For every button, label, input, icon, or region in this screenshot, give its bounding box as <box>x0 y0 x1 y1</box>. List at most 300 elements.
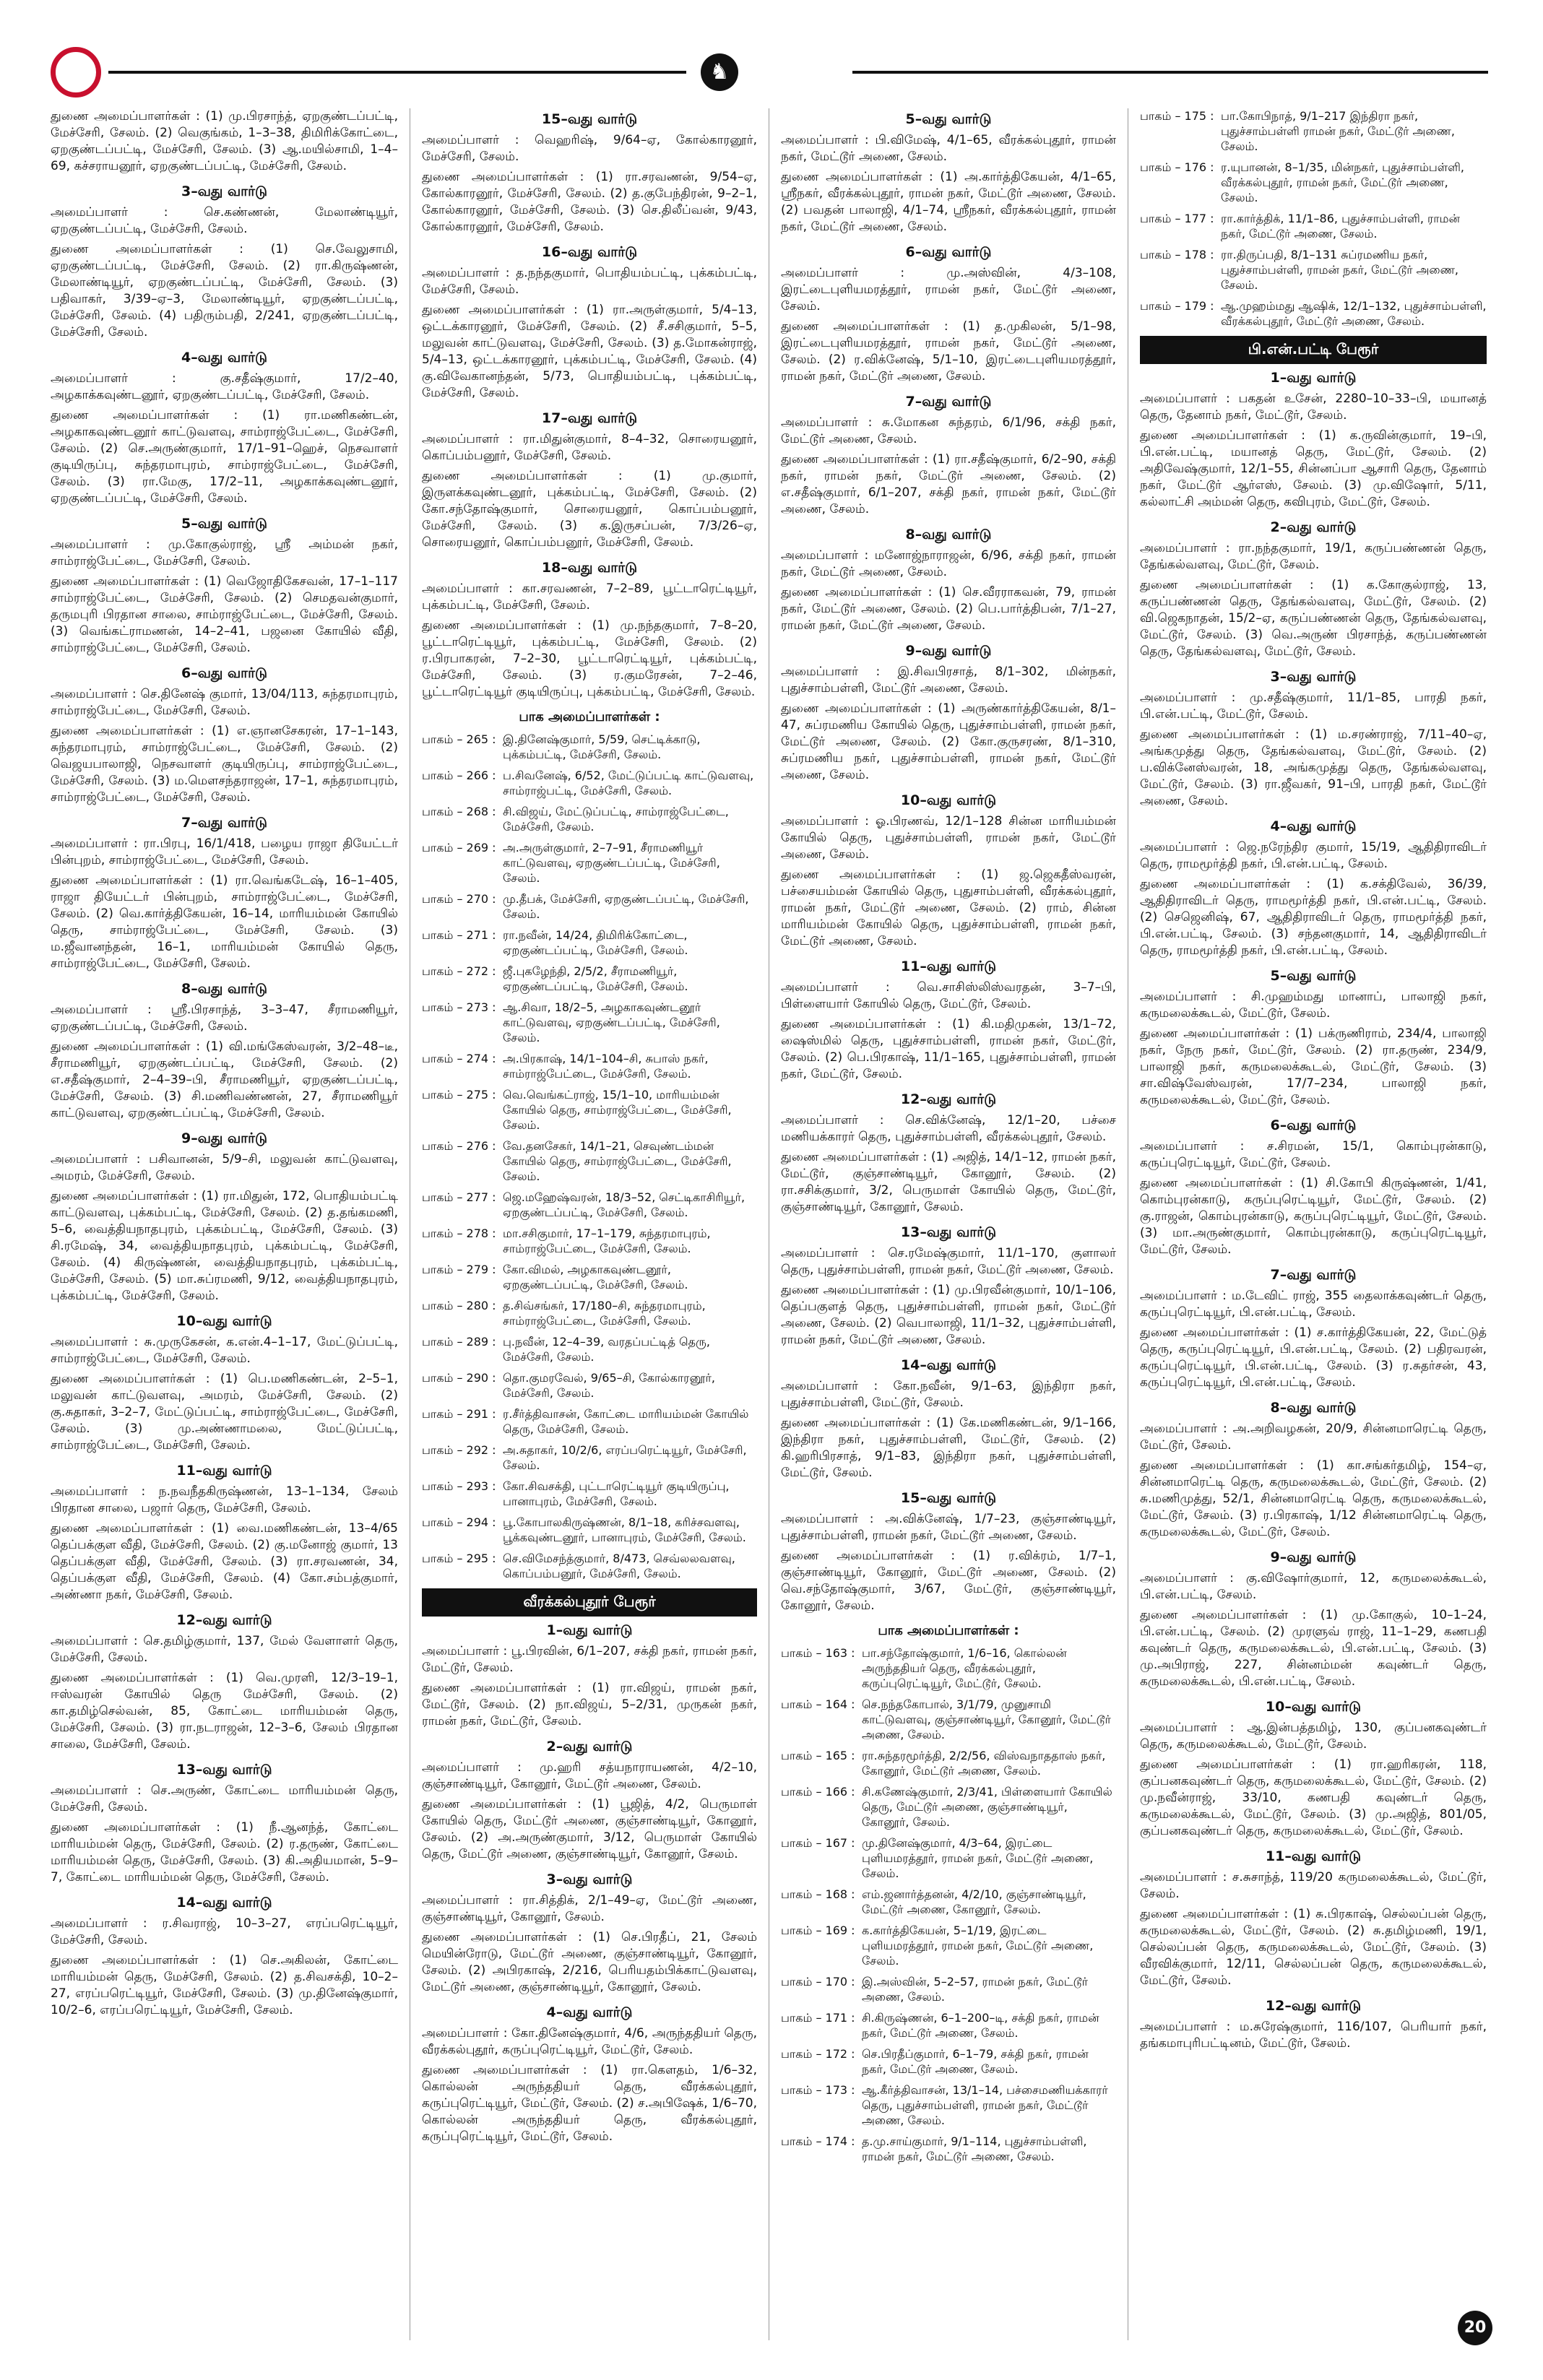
booth-number: பாகம் – 179 : <box>1140 299 1214 313</box>
ward-title: 14–வது வார்டு <box>176 1895 272 1911</box>
ward-assistants: துணை அமைப்பாளர்கள் : (1) ரா.கௌதம், 1/6–32, கொல்லன் அருந்ததியர் தெரு, வீரக்கல்புதூர், கருப்புரெட்டியூர், மேட்டூர், சேலம். (2) ச.அபிஷேக், 1/6–70, கொல்லன் அருந்ததியர் தெரு, வீரக்கல்புதூர், கருப்புரெட்டியூர், மேட்டூர், சேலம். <box>422 2063 757 2144</box>
ward-organizer: அமைப்பாளர் : சு.மோகன சுந்தரம், 6/1/96, சக்தி நகர், மேட்டூர் அணை, சேலம். <box>781 415 1116 446</box>
booth-organizer: தொ.குமரவேல், 9/65–சி, கோல்காரனூர், மேச்சேரி, சேலம். <box>503 1371 715 1400</box>
booth-organizer: ரா.சுந்தரமூர்த்தி, 2/2/56, விஸ்வநாததாஸ் நகர், கோனூர், மேட்டூர் அணை, சேலம். <box>862 1749 1106 1778</box>
ward-block <box>781 959 1116 1083</box>
page-header <box>51 43 1488 101</box>
booth-organizer: வெ.வெங்கட்ராஜ், 15/1–10, மாரியம்மன் கோயில் தெரு, சாம்ராஜ்பேட்டை, மேச்சேரி, சேலம். <box>503 1088 732 1132</box>
ward-organizer: அமைப்பாளர் : செ.தினேஷ் குமார், 13/04/113, சுந்தரமாபுரம், சாம்ராஜ்பேட்டை, மேச்சேரி, சேலம். <box>51 687 398 718</box>
booth-row <box>781 1923 1116 1968</box>
ward-organizer: அமைப்பாளர் : மனோஜ்நாராஜன், 6/96, சக்தி நகர், ராமன் நகர், மேட்டூர் அணை, சேலம். <box>781 548 1116 579</box>
ward-organizer: அமைப்பாளர் : ம.சுரேஷ்குமார், 116/107, பெரியார் நகர், தங்கமாபுரிபட்டினம், மேட்டூர், சேலம். <box>1140 2020 1487 2051</box>
column-2 <box>410 108 769 2340</box>
booth-number: பாகம் – 269 : <box>422 841 496 854</box>
booth-organizer: அ.அருள்குமார், 2–7–91, சீராமணியூர் காட்டுவளவு, ஏறகுண்டப்பட்டி, மேச்சேரி, சேலம். <box>503 841 720 885</box>
ward-organizer: அமைப்பாளர் : பகதன் உசேன், 2280–10–33–பி, மயானத் தெரு, தேனாம் நகர், மேட்டூர், சேலம். <box>1140 391 1487 423</box>
booth-row <box>422 927 757 958</box>
ward-title: 2–வது வார்டு <box>546 1739 633 1754</box>
ward-block <box>51 516 398 657</box>
ward-title: 12–வது வார்டு <box>900 1091 997 1107</box>
booth-number: பாகம் – 171 : <box>781 2011 855 2025</box>
ward-assistants: துணை அமைப்பாளர்கள் : (1) ரா.விஜய், ராமன் நகர், மேட்டூர், சேலம். (2) நா.விஜய், 5–2/31, முருகன் நகர், ராமன் நகர், மேட்டூர், சேலம். <box>422 1681 757 1728</box>
ward-assistants: துணை அமைப்பாளர்கள் : (1) ஜ.ஜெகதீஸ்வரன், பச்சையம்மன் கோயில் தெரு, புதுசாம்பள்ளி, வீரக்கல்புதூர், ராமன் நகர், மேட்டூர் அணை, சேலம். (2) ராம், சின்ன மாரியம்மன் கோயில் தெரு, புதுச்சாம்பள்ளி, ராமன் நகர், மேட்டூர் அணை, சேலம். <box>781 867 1116 948</box>
booth-number: பாகம் – 177 : <box>1140 212 1214 225</box>
booth-organizer: ஆ.முஹம்மது ஆஷிக், 12/1–132, புதுச்சாம்பள்ளி, வீரக்கல்புதூர், மேட்டூர் அணை, சேலம். <box>1221 299 1487 328</box>
booth-row <box>422 768 757 798</box>
booth-row <box>422 840 757 886</box>
booth-organizer: ஜீ.புகழேந்தி, 2/5/2, சீராமணியூர், ஏறகுண்டப்பட்டி, மேச்சேரி, சேலம். <box>503 964 688 993</box>
booth-organizer: இ.அஸ்வின், 5–2–57, ராமன் நகர், மேட்டூர் அணை, சேலம். <box>862 1975 1089 2004</box>
booth-organizer: கோ.விமல், அழகாகவுண்டனூர், ஏறகுண்டப்பட்டி, மேச்சேரி, சேலம். <box>503 1263 688 1291</box>
ward-block <box>781 527 1116 634</box>
ward-title: 9–வது வார்டு <box>905 643 992 659</box>
booth-row <box>422 1226 757 1256</box>
ward-assistants: துணை அமைப்பாளர்கள் : (1) நீ.ஆனந்த், கோட்டை மாரியம்மன் தெரு, மேச்சேரி, சேலம். (2) ர.தருண், கோட்டை மாரியம்மன் தெரு, மேச்சேரி, சேலம். (3) கி.அதியமான், 5–9–7, கோட்டை மாரியம்மன் தெரு, மேச்சேரி, சேலம். <box>51 1820 398 1884</box>
booth-row <box>422 1138 757 1184</box>
ward-assistants: துணை அமைப்பாளர்கள் : (1) கா.சங்கர்தமிழ், 154–ஏ, சின்னமாரெட்டி தெரு, கருமலைக்கூடல், மேட்டூர், சேலம். (2) சு.மணிமுத்து, 52/1, சின்னமாரெட்டி தெரு, கருமலைக்கூடல், மேட்டூர், சேலம். (3) ர.பிரகாஷ், 1/12 சின்னமாரெட்டி தெரு, கருமலைக்கூடல், மேட்டூர், சேலம். <box>1140 1458 1487 1539</box>
booth-number: பாகம் – 279 : <box>422 1263 496 1276</box>
ward-assistants: துணை அமைப்பாளர்கள் : (1) பெ.மணிகண்டன், 2–5–1, மலுவன் காட்டுவளவு, அமரம், மேச்சேரி, சேலம். (2) கு.சுதாகர், 3–2–7, மேட்டுப்பட்டி, சாம்ராஜ்பேட்டை, மேச்சேரி, சேலம். (3) மு.அண்ணாமலை, மேட்டுப்பட்டி, சாம்ராஜ்பேட்டை, மேச்சேரி, சேலம். <box>51 1372 398 1453</box>
booth-row <box>781 2082 1116 2128</box>
ward-title: 4–வது வார்டு <box>546 2004 633 2020</box>
ward-organizer: அமைப்பாளர் : சி.முஹம்மது மானாப், பாலாஜி நகர், கருமலைக்கூடல், மேட்டூர், சேலம். <box>1140 990 1487 1021</box>
booth-number: பாகம் – 173 : <box>781 2083 855 2097</box>
booth-row <box>1140 160 1487 205</box>
ward-assistants: துணை அமைப்பாளர்கள் : (1) க.ருவின்குமார், 19–பி, பி.என்.பட்டி, மயானத் தெரு, மேட்டூர், சேலம். (2) அதிவேஷ்குமார், 12/1–55, சின்னப்பா ஆசாரி தெரு, தேனாம் நகர், மேட்டூர் ஆர்எஸ், சேலம். (3) மு.விஷோர், 5/11, கல்லாட்சி அம்மன் தெரு, கவிபுரம், மேட்டூர், சேலம். <box>1140 428 1487 509</box>
ward-title: 16–வது வார்டு <box>541 244 638 260</box>
booth-number: பாகம் – 265 : <box>422 732 496 746</box>
booth-number: பாகம் – 169 : <box>781 1924 855 1937</box>
booth-row <box>1140 298 1487 329</box>
booth-organizer: த.மு.சாய்குமார், 9/1–114, புதுச்சாம்பள்ளி, ராமன் நகர், மேட்டூர் அணை, சேலம். <box>862 2134 1087 2163</box>
header-rule-right <box>852 71 1488 74</box>
ward-organizer: அமைப்பாளர் : ம.டேவிட் ராஜ், 355 தைலாக்கவுண்டர் தெரு, கருப்புரெட்டியூர், பி.என்.பட்டி, சேலம். <box>1140 1289 1487 1320</box>
ward-organizer: அமைப்பாளர் : ஆ.இன்பத்தமிழ், 130, குப்பனகவுண்டர் தெரு, கருமலைக்கூடல், மேட்டூர், சேலம். <box>1140 1721 1487 1752</box>
ward-assistants: துணை அமைப்பாளர்கள் : (1) ரா.அருள்குமார், 5/4–13, ஒட்டக்காரனூர், மேச்சேரி, சேலம். (2) சீ.சசிகுமார், 5–5, மலுவன் காட்டுவளவு, மேச்சேரி, சேலம். (3) த.மோகன்ராஜ், 5/4–13, ஒட்டக்காரனூர், புக்கம்பட்டி, மேச்சேரி, சேலம். (4) கு.விவேகானந்தன், 5/73, பொதியம்பட்டி, புக்கம்பட்டி, மேச்சேரி, சேலம். <box>422 303 757 400</box>
ward-organizer: அமைப்பாளர் : மு.அஸ்வின், 4/3–108, இரட்டைபுளியமரத்தூர், ராமன் நகர், மேட்டூர் அணை, சேலம். <box>781 266 1116 313</box>
booth-organizer: செ.விமேசந்த்குமார், 8/473, செவ்லலவளவு, கொப்பம்பனூர், மேச்சேரி, சேலம். <box>503 1552 735 1580</box>
ward-assistants: துணை அமைப்பாளர்கள் : (1) ரா.மணிகண்டன், அழகாகவுண்டனூர் காட்டுவளவு, சாம்ராஜ்பேட்டை, மேச்சேரி, சேலம். (2) செ.அருண்குமார், 17/1–91–ஹெச், நெசவாளர் குடியிருப்பு, சுந்தரமாபுரம், சாம்ராஜ்பேட்டை, மேச்சேரி, சேலம். (3) ரா.மேகு, 17/2–11, அழகாக்கவுண்டனூர், ஏறகுண்டப்பட்டி, மேச்சேரி, சேலம். <box>51 408 398 506</box>
ward-block <box>51 1463 398 1604</box>
booth-number: பாகம் – 268 : <box>422 805 496 818</box>
booth-row <box>781 2046 1116 2077</box>
ward-organizer: அமைப்பாளர் : அ.அறிவழகன், 20/9, சின்னமாரெட்டி தெரு, மேட்டூர், சேலம். <box>1140 1421 1487 1453</box>
ward-assistants: துணை அமைப்பாளர்கள் : (1) ரா.சதீஷ்குமார், 6/2–90, சக்தி நகர், ராமன் நகர், மேட்டூர் அணை, சேலம். (2) எ.சதீஷ்குமார், 6/1–207, சக்தி நகர், ராமன் நகர், மேட்டூர் அணை, சேலம். <box>781 452 1116 516</box>
ward-organizer: அமைப்பாளர் : ரா.நந்தகுமார், 19/1, கருப்பண்ணன் தெரு, தேங்கல்வளவு, மேட்டூர், சேலம். <box>1140 541 1487 572</box>
booth-row <box>422 1551 757 1581</box>
ward-organizer: அமைப்பாளர் : ஓ.பிரணவ், 12/1–128 சின்ன மாரியம்மன் கோயில் தெரு, புதுச்சாம்பள்ளி, ராமன் நகர், மேட்டூர் அணை, சேலம். <box>781 814 1116 862</box>
town-banner: பி.என்.பட்டி பேரூர் <box>1140 336 1487 364</box>
ward-title: 8–வது வார்டு <box>905 527 992 542</box>
booth-organizer: ஆ.சிவா, 18/2–5, அழகாகவுண்டனூர் காட்டுவளவு, ஏறகுண்டப்பட்டி, மேச்சேரி, சேலம். <box>503 1000 720 1044</box>
booth-organizer: செ.பிரதீப்குமார், 6–1–79, சக்தி நகர், ராமன் நகர், மேட்டூர் அணை, சேலம். <box>862 2047 1089 2076</box>
booth-row <box>422 1298 757 1328</box>
booth-row <box>781 1784 1116 1830</box>
elephant-emblem-icon: ♞ <box>701 53 738 91</box>
booth-organizer: ஜெ.மஹேஷ்வரன், 18/3–52, செட்டிகாசிரியூர், ஏறகுண்டப்பட்டி, மேச்சேரி, சேலம். <box>503 1190 745 1219</box>
booth-number: பாகம் – 280 : <box>422 1299 496 1312</box>
booth-section-title: பாக அமைப்பாளர்கள் : <box>519 709 660 724</box>
booth-row <box>422 1190 757 1220</box>
booth-number: பாகம் – 276 : <box>422 1139 496 1153</box>
ward-title: 4–வது வார்டு <box>1270 818 1357 834</box>
ward-organizer: அமைப்பாளர் : செ.விக்னேஷ், 12/1–20, பச்சை மணியக்காரர் தெரு, புதுச்சாம்பள்ளி, வீரக்கல்புதூர், சேலம். <box>781 1113 1116 1144</box>
ward-organizer: அமைப்பாளர் : கா.சரவணன், 7–2–89, பூட்டாரெட்டியூர், புக்கம்பட்டி, மேச்சேரி, சேலம். <box>422 581 757 613</box>
booth-organizer: சி.கணேஷ்குமார், 2/3/41, பிள்ளையார் கோயில் தெரு, மேட்டூர் அணை, குஞ்சாண்டியூர், கோனூர், சேலம். <box>862 1785 1112 1829</box>
ward-assistants: துணை அமைப்பாளர்கள் : (1) அருண்கார்த்திகேயன், 8/1–47, சுப்ரமணிய கோயில் தெரு, புதுச்சாம்பள்ளி, ராமன் நகர், மேட்டூர் அணை, சேலம். (2) கோ.குருசரண், 8/1–310, சுப்ரமணிய நகர், புதுச்சாம்பள்ளி, ராமன் நகர், மேட்டூர் அணை, சேலம். <box>781 701 1116 782</box>
booth-organizer: த.சிவ்சங்கர், 17/180–சி, சுந்தரமாபுரம், சாம்ராஜ்பேட்டை, மேச்சேரி, சேலம். <box>503 1299 706 1328</box>
booth-row <box>422 1370 757 1401</box>
booth-row <box>1140 108 1487 154</box>
ward-assistants: துணை அமைப்பாளர்கள் : (1) ரா.வெங்கடேஷ், 16–1–405, ராஜா தியேட்டர் பின்புறம், சாம்ராஜ்பேட்டை, மேச்சேரி, சேலம். (2) வெ.கார்த்திகேயன், 16–14, மாரியம்மன் கோயில் தெரு, சாம்ராஜ்பேட்டை, மேச்சேரி, சேலம். (3) ம.ஜீவானந்தன், 16–1, மாரியம்மன் கோயில் தெரு, சாம்ராஜ்பேட்டை, மேச்சேரி, சேலம். <box>51 873 398 971</box>
booth-organizer: சி.கிருஷ்ணன், 6–1–200–டி, சக்தி நகர், ராமன் நகர், மேட்டூர் அணை, சேலம். <box>862 2011 1099 2040</box>
booth-organizer: ரா.நவீன், 14/24, திமிரிக்கோட்டை, ஏறகுண்டப்பட்டி, மேச்சேரி, சேலம். <box>503 928 688 957</box>
ward-block <box>1140 1699 1487 1840</box>
ward-organizer: அமைப்பாளர் : மு.கோகுல்ராஜ், ஸ்ரீ அம்மன் நகர், சாம்ராஜ்பேட்டை, மேச்சேரி, சேலம். <box>51 537 398 568</box>
booth-number: பாகம் – 170 : <box>781 1975 855 1989</box>
ward-title: 11–வது வார்டு <box>900 959 997 974</box>
ward-organizer: அமைப்பாளர் : அ.விக்னேஷ், 1/7–23, குஞ்சாண்டியூர், புதுச்சாம்பள்ளி, ராமன் நகர், மேட்டூர் அணை, சேலம். <box>781 1512 1116 1543</box>
ward-assistants: துணை அமைப்பாளர்கள் : (1) வி.மங்கேஸ்வரன், 3/2–48–டீ, சீராமணியூர், ஏறகுண்டப்பட்டி, மேச்சேரி, சேலம். (2) எ.சதீஷ்குமார், 2–4–39–பி, சீராமணியூர், ஏறகுண்டப்பட்டி, மேச்சேரி, சேலம். (3) சி.மணிவண்ணன், 27, சீராமணியூர் காட்டுவளவு, ஏறகுண்டப்பட்டி, மேச்சேரி, சேலம். <box>51 1039 398 1120</box>
ward-organizer: அமைப்பாளர் : பூ.பிரவின், 6/1–207, சக்தி நகர், ராமன் நகர், மேட்டூர், சேலம். <box>422 1644 757 1675</box>
ward-block <box>422 1622 757 1730</box>
red-circle-logo-icon <box>51 47 101 98</box>
booth-organizer: ர.யுபானன், 8–1/35, மின்நகர், புதுச்சாம்பள்ளி, வீரக்கல்புதூர், ராமன் நகர், மேட்டூர் அணை, சேலம். <box>1221 160 1464 204</box>
ward-organizer: அமைப்பாளர் : த.நந்தகுமார், பொதியம்பட்டி, புக்கம்பட்டி, மேச்சேரி, சேலம். <box>422 266 757 297</box>
ward-block <box>422 1739 757 1863</box>
ward-assistants: துணை அமைப்பாளர்கள் : (1) க.சக்திவேல், 36/39, ஆதிதிராவிடர் தெரு, ராமமூர்த்தி நகர், பி.என்.பட்டி, சேலம். (2) செஜெனிஷ், 67, ஆதிதிராவிடர் தெரு, ராமமூர்த்தி நகர், பி.என்.பட்டி, சேலம். (3) சந்தனகுமார், 14, ஆதிதிராவிடர் தெரு, ராமமூர்த்தி நகர், பி.என்.பட்டி, சேலம். <box>1140 877 1487 958</box>
booth-organizer: மு.தினேஷ்குமார், 4/3–64, இரட்டை புளியமரத்தூர், ராமன் நகர், மேட்டூர் அணை, சேலம். <box>862 1836 1094 1880</box>
ward-title: 6–வது வார்டு <box>905 244 992 260</box>
ward-organizer: அமைப்பாளர் : மு.ஹரி சத்யநாராயணன், 4/2–10, குஞ்சாண்டியூர், கோனூர், மேட்டூர் அணை, சேலம். <box>422 1760 757 1791</box>
ward-organizer: அமைப்பாளர் : வெஹரிஷ், 9/64–ஏ, கோல்காரனூர், மேச்சேரி, சேலம். <box>422 133 757 164</box>
ward-organizer: அமைப்பாளர் : ரா.சித்திக், 2/1–49–ஏ, மேட்டூர் அணை, குஞ்சாண்டியூர், கோனூர், சேலம். <box>422 1893 757 1924</box>
booth-number: பாகம் – 294 : <box>422 1515 496 1529</box>
ward-assistants: துணை அமைப்பாளர்கள் : (1) மு.நந்தகுமார், 7–8–20, பூட்டாரெட்டியூர், புக்கம்பட்டி, மேச்சேரி, சேலம். (2) ர.பிரபாகரன், 7–2–30, பூட்டாரெட்டியூர், புக்கம்பட்டி, மேச்சேரி, சேலம். (3) ர.குமரேசன், 7–2–46, பூட்டாரெட்டியூர் குடியிருப்பு, புக்கம்பட்டி, மேச்சேரி, சேலம். <box>422 618 757 699</box>
ward-block <box>51 350 398 507</box>
ward-organizer: அமைப்பாளர் : கோ.தினேஷ்குமார், 4/6, அருந்ததியர் தெரு, வீரக்கல்புதூர், கருப்புரெட்டியூர், மேட்டூர், சேலம். <box>422 2026 757 2057</box>
ward-block <box>781 643 1116 784</box>
column-4 <box>1128 108 1487 2340</box>
booth-number: பாகம் – 291 : <box>422 1407 496 1421</box>
booth-organizer: செ.நந்தகோபால், 3/1/79, முனுசாமி காட்டுவளவு, குஞ்சாண்டியூர், கோனூர், மேட்டூர் அணை, சேலம். <box>862 1697 1111 1741</box>
ward-organizer: அமைப்பாளர் : மு.சதீஷ்குமார், 11/1–85, பாரதி நகர், பி.என்.பட்டி, மேட்டூர், சேலம். <box>1140 691 1487 722</box>
ward-assistants: துணை அமைப்பாளர்கள் : (1) த.முகிலன், 5/1–98, இரட்டைபுளியமரத்தூர், ராமன் நகர், மேட்டூர் அணை, சேலம். (2) ர.விக்னேஷ், 5/1–10, இரட்டைபுளியமரத்தூர், ராமன் நகர், மேட்டூர் அணை, சேலம். <box>781 319 1116 384</box>
ward-organizer: அமைப்பாளர் : செ.தமிழ்குமார், 137, மேல் வேளாளர் தெரு, மேச்சேரி, சேலம். <box>51 1634 398 1665</box>
booth-row <box>781 1887 1116 1917</box>
ward-block <box>1140 1400 1487 1541</box>
booth-row <box>422 1262 757 1292</box>
ward-block <box>1140 818 1487 959</box>
ward-assistants: துணை அமைப்பாளர்கள் : (1) ச.கார்த்திகேயன், 22, மேட்டுத் தெரு, கருப்புரெட்டியூர், பி.என்.பட்டி, சேலம். (2) பதிரவரன், கருப்புரெட்டியூர், பி.என்.பட்டி, சேலம். (3) ர.சுதர்சன், 43, கருப்புரெட்டியூர், பி.என்.பட்டி, சேலம். <box>1140 1325 1487 1390</box>
booth-organizer: மு.தீபக், மேச்சேரி, ஏறகுண்டப்பட்டி, மேச்சேரி, சேலம். <box>503 892 749 921</box>
ward-block <box>422 111 757 235</box>
booth-organizer: பு.நவீன், 12–4–39, வரதப்பட்டித் தெரு, மேச்சேரி, சேலம். <box>503 1335 710 1364</box>
ward-assistants: துணை அமைப்பாளர்கள் : (1) மு.பிரவீன்குமார், 10/1–106, தெப்பகுளத் தெரு, புதுச்சாம்பள்ளி, ராமன் நகர், மேட்டூர் அணை, சேலம். (2) வெபாலாஜி, 11/1–32, புதுச்சாம்பள்ளி, ராமன் நகர், மேட்டூர் அணை, சேலம். <box>781 1283 1116 1347</box>
booth-number: பாகம் – 178 : <box>1140 248 1214 261</box>
ward-organizer: அமைப்பாளர் : ர.சிவராஜ், 10–3–27, எரப்பரெட்டியூர், மேச்சேரி, சேலம். <box>51 1916 398 1947</box>
ward-title: 8–வது வார்டு <box>1270 1400 1357 1416</box>
booth-organizer: பா.கோபிநாத், 9/1–217 இந்திரா நகர், புதுச்சாம்பள்ளி ராமன் நகர், மேட்டூர் அணை, சேலம். <box>1221 109 1455 153</box>
ward-title: 6–வது வார்டு <box>1270 1117 1357 1133</box>
ward-assistants: துணை அமைப்பாளர்கள் : (1) எ.ஞானசேகரன், 17–1–143, சுந்தரமாபுரம், சாம்ராஜ்பேட்டை, மேச்சேரி, சேலம். (2) வெஜயபாலாஜி, நெசவாளர் குடியிருப்பு, சாம்ராஜ்பேட்டை, மேச்சேரி, சேலம். (3) ம.மௌசந்தராஜன், 17–1, சுந்தரமாபுரம், சாம்ராஜ்பேட்டை, மேச்சேரி, சேலம். <box>51 724 398 805</box>
booth-organizer: பூ.கோபாலகிருஷ்ணன், 8/1–18, கரிச்சவளவு, பூக்கவுண்டனூர், பானாபுரம், மேச்சேரி, சேலம். <box>503 1515 746 1544</box>
booth-row <box>781 1645 1116 1691</box>
ward-assistants: துணை அமைப்பாளர்கள் : (1) செ.வேலுசாமி, ஏறகுண்டப்பட்டி, மேச்சேரி, சேலம். (2) ரா.கிருஷ்ணன், மேலாண்டியூர், ஏறகுண்டப்பட்டி, மேச்சேரி, சேலம். (3) பதிவாகர், 3/39–ஏ–3, மேலாண்டியூர், ஏறகுண்டப்பட்டி, மேச்சேரி, சேலம். (4) பதிரும்பதி, 2/241, ஏறகுண்டப்பட்டி, மேச்சேரி, சேலம். <box>51 242 398 339</box>
ward-title: 15–வது வார்டு <box>541 111 638 127</box>
ward-assistants: துணை அமைப்பாளர்கள் : (1) க.கோகுல்ராஜ், 13, கருப்பண்ணன் தெரு, தேங்கல்வளவு, மேட்டூர், சேலம். (2) வி.ஜெகநாதன், 15/2–ஏ, கருப்பண்ணன் தெரு, தேங்கல்வளவு, மேட்டூர், சேலம். (3) வெ.அருண் பிரசாந்த், கருப்பண்ணன் தெரு, தேங்கல்வளவு, மேட்டூர், சேலம். <box>1140 578 1487 659</box>
ward-title: 9–வது வார்டு <box>181 1130 267 1146</box>
booth-organizer: இ.தினேஷ்குமார், 5/59, செட்டிக்காடு, புக்கம்பட்டி, மேச்சேரி, சேலம். <box>503 732 701 761</box>
ward-block <box>51 1130 398 1304</box>
ward-organizer: அமைப்பாளர் : கு.விஷோர்குமார், 12, கருமலைக்கூடல், பி.என்.பட்டி, சேலம். <box>1140 1571 1487 1602</box>
booth-organizer: எம்.ஜனார்த்தனன், 4/2/10, குஞ்சாண்டியூர், மேட்டூர் அணை, கோனூர், சேலம். <box>862 1887 1086 1916</box>
ward-title: 2–வது வார்டு <box>1270 519 1357 535</box>
column-1 <box>51 108 410 2340</box>
ward-title: 3–வது வார்டு <box>546 1871 633 1887</box>
ward-block <box>781 1357 1116 1481</box>
ward-title: 17–வது வார்டு <box>541 410 638 426</box>
booth-organizer: மா.சசிகுமார், 17–1–179, சுந்தரமாபுரம், சாம்ராஜ்பேட்டை, மேச்சேரி, சேலம். <box>503 1226 711 1255</box>
booth-organizer: ரா.கார்த்திக், 11/1–86, புதுச்சாம்பள்ளி, ராமன் நகர், மேட்டூர் அணை, சேலம். <box>1221 212 1461 241</box>
ward-title: 10–வது வார்டு <box>900 792 997 808</box>
ward-assistants: துணை அமைப்பாளர்கள் : (1) பக்ருணிராம், 234/4, பாலாஜி நகர், நேரு நகர், மேட்டூர், சேலம். (2) ரா.தருண், 234/9, பாலாஜி நகர், கருமலைக்கூடல், மேட்டூர், சேலம். (3) சா.விஷ்வேஸ்வரன், 17/7–234, பாலாஜி நகர், கருமலைக்கூடல், மேட்டூர், சேலம். <box>1140 1026 1487 1107</box>
booth-number: பாகம் – 168 : <box>781 1887 855 1901</box>
ward-block <box>781 792 1116 950</box>
ward-assistants: துணை அமைப்பாளர்கள் : (1) வெ.முரளி, 12/3–19–1, ஈஸ்வரன் கோயில் தெரு மேச்சேரி, சேலம். (2) கா.தமிழ்செல்வன், 85, கோட்டை மாரியம்மன் தெரு, மேச்சேரி, சேலம். (3) ரா.நடராஜன், 12–3–6, சேலம் பிரதான சாலை, மேச்சேரி, சேலம். <box>51 1671 398 1752</box>
ward-assistants: துணை அமைப்பாளர்கள் : (1) அஜித், 14/1–12, ராமன் நகர், மேட்டூர், குஞ்சாண்டியூர், கோனூர், சேலம். (2) ரா.சசிக்குமார், 3/2, பெருமாள் கோயில் தெரு, மேட்டூர், குஞ்சாண்டியூர், கோனூர், சேலம். <box>781 1150 1116 1214</box>
ward-assistants: துணை அமைப்பாளர்கள் : (1) வெஜோதிகேசவன், 17–1–117 சாம்ராஜ்பேட்டை, மேச்சேரி, சேலம். (2) செமதவன்குமார், தருமபுரி பிரதான சாலை, சாம்ராஜ்பேட்டை, மேச்சேரி, சேலம். (3) வெங்கட்ராமணன், 14–2–41, பஜனை கோயில் வீதி, சாம்ராஜ்பேட்டை, மேச்சேரி, சேலம். <box>51 574 398 655</box>
ward-title: 18–வது வார்டு <box>541 560 638 576</box>
ward-title: 12–வது வார்டு <box>1265 1998 1362 2014</box>
ward-organizer: அமைப்பாளர் : ச.சிரமன், 15/1, கொம்புரன்காடு, கருப்புரெட்டியூர், மேட்டூர், சேலம். <box>1140 1139 1487 1170</box>
ward-assistants: துணை அமைப்பாளர்கள் : (1) ரா.சரவணன், 9/54–ஏ, கோல்காரனூர், மேச்சேரி, சேலம். (2) த.குபேந்திரன், 9–2–1, கோல்காரனூர், மேச்சேரி, சேலம். (3) செ.திலீப்வன், 9/43, கோல்காரனூர், மேச்சேரி, சேலம். <box>422 170 757 234</box>
booth-organizer: ர.சீர்த்திவாசன், கோட்டை மாரியம்மன் கோயில் தெரு, மேச்சேரி, சேலம். <box>503 1407 749 1436</box>
ward-block <box>51 1895 398 2019</box>
ward-block <box>51 1313 398 1454</box>
ward-title: 9–வது வார்டு <box>1270 1549 1357 1565</box>
booth-row <box>422 1000 757 1045</box>
booth-number: பாகம் – 175 : <box>1140 109 1214 123</box>
booth-organizer: ரா.திருப்பதி, 8/1–131 சுப்ரமணிய நகர், புதுச்சாம்பள்ளி, ராமன் நகர், மேட்டூர் அணை, சேலம். <box>1221 248 1459 292</box>
ward-assistants: துணை அமைப்பாளர்கள் : (1) செ.வீரராகவன், 79, ராமன் நகர், மேட்டூர் அணை, சேலம். (2) பெ.பார்த்திபன், 7/1–27, ராமன் நகர், மேட்டூர் அணை, சேலம். <box>781 585 1116 633</box>
ward-assistants: துணை அமைப்பாளர்கள் : (1) ம.சரண்ராஜ், 7/11–40–ஏ, அங்கமுத்து தெரு, தேங்கல்வளவு, மேட்டூர், சேலம். (2) ப.விக்னேஸ்வரன், 18, அங்கமுத்து தெரு, தேங்கல்வளவு, மேட்டூர், சேலம். (3) ரா.ஜீவகர், 91–பி, பாரதி நகர், மேட்டூர் அணை, சேலம். <box>1140 727 1487 808</box>
booth-number: பாகம் – 292 : <box>422 1443 496 1457</box>
ward-assistants: துணை அமைப்பாளர்கள் : (1) செ.பிரதீப், 21, சேலம் மெயின்ரோடு, மேட்டூர் அணை, குஞ்சாண்டியூர், கோனூர், சேலம். (2) அபிரகாஷ், 2/216, பெரியதம்பிக்காட்டுவளவு, மேட்டூர் அணை, குஞ்சாண்டியூர், கோனூர், சேலம். <box>422 1930 757 1994</box>
town-banner: வீரக்கல்புதூர் பேரூர் <box>422 1588 757 1617</box>
booth-number: பாகம் – 163 : <box>781 1646 855 1660</box>
ward-block <box>781 1490 1116 1614</box>
ward-block <box>1140 968 1487 1109</box>
booth-organizer: க.கார்த்திகேயன், 5–1/19, இரட்டை புளியமரத்தூர், ராமன் நகர், மேட்டூர் அணை, சேலம். <box>862 1924 1094 1968</box>
booth-number: பாகம் – 165 : <box>781 1749 855 1762</box>
ward-block <box>422 2004 757 2145</box>
ward-assistants: துணை அமைப்பாளர்கள் : (1) ரா.ஹரிகரன், 118, குப்பனகவுண்டர் தெரு, கருமலைக்கூடல், மேட்டூர், சேலம். (2) மு.நவீன்ராஜ், 33/10, கணபதி கவுண்டர் தெரு, கருமலைக்கூடல், மேட்டூர், சேலம். (3) மு.அஜித், 801/05, குப்பனகவுண்டர் தெரு, கருமலைக்கூடல், மேட்டூர், சேலம். <box>1140 1757 1487 1838</box>
booth-row <box>781 1835 1116 1881</box>
ward-assistants: துணை அமைப்பாளர்கள் : (1) மு.கோகுல், 10–1–24, பி.என்.பட்டி, சேலம். (2) முரளுவ் ராஜ், 11–1–29, கணபதி கவுண்டர் தெரு, கருமலைக்கூடல், பி.என்.பட்டி, சேலம். (3) மு.அபிராஜ், 227, சின்னம்மன் கவுண்டர் தெரு, கருமலைக்கூடல், பி.என்.பட்டி, சேலம். <box>1140 1608 1487 1689</box>
booth-organizer: ஆ.கீர்த்திவாசன், 13/1–14, பச்சைமணியக்காரர் தெரு, புதுச்சாம்பள்ளி, ராமன் நகர், மேட்டூர் அணை, சேலம். <box>862 2083 1108 2127</box>
ward-organizer: அமைப்பாளர் : பி.விமேஷ், 4/1–65, வீரக்கல்புதூர், ராமன் நகர், மேட்டூர் அணை, சேலம். <box>781 133 1116 164</box>
ward-block <box>51 981 398 1122</box>
booth-row <box>781 1974 1116 2004</box>
ward-block <box>1140 669 1487 810</box>
booth-row <box>781 2134 1116 2164</box>
ward-title: 10–வது வார்டு <box>1265 1699 1362 1715</box>
ward-organizer: அமைப்பாளர் : பசிவானன், 5/9–சி, மலுவன் காட்டுவளவு, அமரம், மேச்சேரி, சேலம். <box>51 1152 398 1183</box>
ward-title: 7–வது வார்டு <box>181 815 267 831</box>
booth-number: பாகம் – 174 : <box>781 2134 855 2148</box>
booth-row <box>1140 211 1487 241</box>
ward-block <box>1140 370 1487 511</box>
booth-row <box>422 1087 757 1133</box>
ward-block <box>422 410 757 551</box>
booth-row <box>781 1748 1116 1778</box>
booth-row <box>422 804 757 834</box>
booth-row <box>422 1334 757 1364</box>
ward-organizer: அமைப்பாளர் : கோ.நவீன், 9/1–63, இந்திரா நகர், புதுச்சாம்பள்ளி, மேட்டூர், சேலம். <box>781 1379 1116 1410</box>
ward-title: 5–வது வார்டு <box>905 111 992 127</box>
ward-block <box>422 244 757 402</box>
ward-title: 5–வது வார்டு <box>1270 968 1357 984</box>
ward-organizer: அமைப்பாளர் : ச.சுசாந்த், 119/20 கருமலைக்கூடல், மேட்டூர், சேலம். <box>1140 1870 1487 1901</box>
ward-title: 7–வது வார்டு <box>1270 1267 1357 1283</box>
booth-row <box>422 1515 757 1545</box>
ward-title: 3–வது வார்டு <box>1270 669 1357 685</box>
ward-block <box>1140 1117 1487 1258</box>
ward-block <box>1140 1549 1487 1690</box>
ward-organizer: அமைப்பாளர் : ரா.பிரபு, 16/1/418, பழைய ராஜா தியேட்டர் பின்புறம், சாம்ராஜ்பேட்டை, மேச்சேரி, சேலம். <box>51 836 398 867</box>
ward-organizer: அமைப்பாளர் : ஸ்ரீ.பிரசாந்த், 3–3–47, சீராமணியூர், ஏறகுண்டப்பட்டி, மேச்சேரி, சேலம். <box>51 1003 398 1034</box>
ward-block <box>781 1091 1116 1216</box>
ward-organizer: அமைப்பாளர் : ஜெ.நரேந்திர குமார், 15/19, ஆதிதிராவிடர் தெரு, ராமமூர்த்தி நகர், பி.என்.பட்டி, சேலம். <box>1140 840 1487 871</box>
booth-number: பாகம் – 270 : <box>422 892 496 906</box>
booth-row <box>422 1442 757 1473</box>
booth-number: பாகம் – 164 : <box>781 1697 855 1711</box>
ward-title: 3–வது வார்டு <box>181 183 267 199</box>
ward-assistants: துணை அமைப்பாளர்கள் : (1) கே.மணிகண்டன், 9/1–166, இந்திரா நகர், புதுச்சாம்பள்ளி, மேட்டூர், சேலம். (2) கி.ஹரிபிரசாத், 9/1–83, இந்திரா நகர், புதுச்சாம்பள்ளி, மேட்டூர், சேலம். <box>781 1416 1116 1480</box>
ward-title: 14–வது வார்டு <box>900 1357 997 1373</box>
booth-organizer: அ.பிரகாஷ், 14/1–104–சி, சுபாஸ் நகர், சாம்ராஜ்பேட்டை, மேச்சேரி, சேலம். <box>503 1052 709 1081</box>
booth-number: பாகம் – 272 : <box>422 964 496 978</box>
ward-block <box>1140 1267 1487 1391</box>
ward-title: 6–வது வார்டு <box>181 665 267 681</box>
ward-block <box>422 560 757 701</box>
ward-organizer: அமைப்பாளர் : செ.அருண், கோட்டை மாரியம்மன் தெரு, மேச்சேரி, சேலம். <box>51 1783 398 1814</box>
booth-row <box>422 1479 757 1509</box>
booth-row <box>781 1697 1116 1742</box>
ward-assistants: துணை அமைப்பாளர்கள் : (1) சி.கோபி கிருஷ்ணன், 1/41, கொம்புரன்காடு, கருப்புரெட்டியூர், மேட்டூர், சேலம். (2) கு.ராஜன், கொம்புரன்காடு, கருப்புரெட்டியூர், மேட்டூர், சேலம். (3) மா.அருண்குமார், கொம்புரன்காடு, கருப்புரெட்டியூர், மேட்டூர், சேலம். <box>1140 1176 1487 1257</box>
ward-assistants: துணை அமைப்பாளர்கள் : (1) அ.கார்த்திகேயன், 4/1–65, ஸ்ரீநகர், வீரக்கல்புதூர், ராமன் நகர், மேட்டூர் அணை, சேலம். (2) பவதன் பாலாஜி, 4/1–74, ஸ்ரீநகர், வீரக்கல்புதூர், ராமன் நகர், மேட்டூர் அணை, சேலம். <box>781 170 1116 234</box>
article-columns <box>51 108 1488 2340</box>
booth-organizer: பா.சந்தோஷ்குமார், 1/6–16, கொல்லன் அருந்ததியர் தெரு, வீரக்கல்புதூர், கருப்புரெட்டியூர், மேட்டூர், சேலம். <box>862 1646 1067 1690</box>
booth-number: பாகம் – 293 : <box>422 1479 496 1493</box>
ward-block <box>781 111 1116 235</box>
ward-title: 8–வது வார்டு <box>181 981 267 997</box>
booth-row <box>422 891 757 922</box>
ward-title: 15–வது வார்டு <box>900 1490 997 1506</box>
booth-number: பாகம் – 295 : <box>422 1552 496 1565</box>
ward-assistants: துணை அமைப்பாளர்கள் : (1) வை.மணிகண்டன், 13–4/65 தெப்பக்குள வீதி, மேச்சேரி, சேலம். (2) கு.மனோஜ் குமார், 13 தெப்பக்குள வீதி, மேச்சேரி, சேலம். (3) ரா.சரவணன், 34, தெப்பக்குள வீதி, மேச்சேரி, சேலம். (4) கோ.சம்பத்குமார், அண்ணா நகர், மேச்சேரி, சேலம். <box>51 1521 398 1602</box>
ward-block <box>51 665 398 806</box>
ward-block <box>781 1224 1116 1349</box>
ward-organizer: அமைப்பாளர் : ந.நவநீதகிருஷ்ணன், 13–1–134, சேலம் பிரதான சாலை, பஜார் தெரு, மேச்சேரி, சேலம். <box>51 1484 398 1515</box>
ward-title: 5–வது வார்டு <box>181 516 267 532</box>
booth-row <box>422 964 757 994</box>
ward-title: 11–வது வார்டு <box>176 1463 272 1479</box>
ward-block <box>51 815 398 972</box>
ward-block <box>1140 1848 1487 1989</box>
booth-organizer: அ.சுதாகர், 10/2/6, எரப்பரெட்டியூர், மேச்சேரி, சேலம். <box>503 1443 747 1472</box>
ward-title: 1–வது வார்டு <box>546 1622 633 1638</box>
booth-number: பாகம் – 275 : <box>422 1088 496 1102</box>
header-rule-left <box>108 71 686 74</box>
ward-assistants: துணை அமைப்பாளர்கள் : (1) செ.அகிலன், கோட்டை மாரியம்மன் தெரு, மேச்சேரி, சேலம். (2) த.சிவசக்தி, 10–2–27, எரப்பரெட்டியூர், மேச்சேரி, சேலம். (3) மு.தினேஷ்குமார், 10/2–6, எரப்பரெட்டியூர், மேச்சேரி, சேலம். <box>51 1953 398 2017</box>
booth-number: பாகம் – 278 : <box>422 1226 496 1240</box>
ward-title: 13–வது வார்டு <box>900 1224 997 1240</box>
ward-title: 11–வது வார்டு <box>1265 1848 1362 1864</box>
ward-assistants: துணை அமைப்பாளர்கள் : (1) மு.குமார், இருளக்கவுண்டனூர், புக்கம்பட்டி, மேச்சேரி, சேலம். (2) கோ.சந்தோஷ்குமார், சொரையனூர், கொப்பம்பனூர், மேச்சேரி, சேலம். (3) க.இருசப்பன், 7/3/26–ஏ, சொரையனூர், கொப்பம்பனூர், மேச்சேரி, சேலம். <box>422 469 757 550</box>
ward-assistants: துணை அமைப்பாளர்கள் : (1) ரா.மிதுன், 172, பொதியம்பட்டி காட்டுவளவு, புக்கம்பட்டி, மேச்சேரி, சேலம். (2) த.தங்கமணி, 5–6, வைத்தியநாதபுரம், புக்கம்பட்டி, மேச்சேரி, சேலம். (3) சி.ரமேஷ், 34, வைத்தியநாதபுரம், புக்கம்பட்டி, மேச்சேரி, சேலம். (4) கிருஷ்ணன், வைத்தியநாதபுரம், புக்கம்பட்டி, மேச்சேரி, சேலம். (5) மா.சுப்ரமணி, 9/12, வைத்தியநாதபுரம், புக்கம்பட்டி, மேச்சேரி, சேலம். <box>51 1189 398 1303</box>
ward-organizer: அமைப்பாளர் : இ.சிவபிரசாத், 8/1–302, மின்நகர், புதுச்சாம்பள்ளி, மேட்டூர் அணை, சேலம். <box>781 665 1116 696</box>
ward-block <box>1140 1998 1487 2052</box>
booth-organizer: கோ.சிவசக்தி, புட்டாரெட்டியூர் குடியிருப்பு, பானாபுரம், மேச்சேரி, சேலம். <box>503 1479 730 1508</box>
ward-title: 13–வது வார்டு <box>176 1762 272 1778</box>
ward-assistants: துணை அமைப்பாளர்கள் : (1) சு.பிரகாஷ், செல்லப்பன் தெரு, கருமலைக்கூடல், மேட்டூர், சேலம். (2) சு.தமிழ்மணி, 19/1, செல்லப்பன் தெரு, கருமலைக்கூடல், மேட்டூர், சேலம். (3) வீரவிக்குமார், 12/11, செல்லப்பன் தெரு, கருமலைக்கூடல், மேட்டூர், சேலம். <box>1140 1907 1487 1988</box>
column-3 <box>769 108 1128 2340</box>
booth-row <box>1140 247 1487 293</box>
booth-number: பாகம் – 289 : <box>422 1335 496 1349</box>
ward-assistants: துணை அமைப்பாளர்கள் : (1) பூஜித், 4/2, பெருமாள் கோயில் தெரு, மேட்டூர் அணை, குஞ்சாண்டியூர், கோனூர், சேலம். (2) அ.அருண்குமார், 3/12, பெருமாள் கோயில் தெரு, மேட்டூர் அணை, குஞ்சாண்டியூர், கோனூர், சேலம். <box>422 1797 757 1861</box>
booth-number: பாகம் – 172 : <box>781 2047 855 2061</box>
ward-organizer: அமைப்பாளர் : சு.முருகேசன், க.என்.4–1–17, மேட்டுப்பட்டி, சாம்ராஜ்பேட்டை, மேச்சேரி, சேலம். <box>51 1335 398 1366</box>
booth-row <box>422 1406 757 1437</box>
page-number: 20 <box>1458 2311 1492 2345</box>
booth-number: பாகம் – 176 : <box>1140 160 1214 174</box>
booth-number: பாகம் – 274 : <box>422 1052 496 1065</box>
booth-organizer: வே.தனசேகர், 14/1–21, செவுண்டம்மன் கோயில் தெரு, சாம்ராஜ்பேட்டை, மேச்சேரி, சேலம். <box>503 1139 732 1183</box>
booth-row <box>781 2010 1116 2041</box>
booth-number: பாகம் – 290 : <box>422 1371 496 1385</box>
booth-number: பாகம் – 277 : <box>422 1190 496 1204</box>
booth-organizer: ப.சிவனேஷ், 6/52, மேட்டுப்பட்டி காட்டுவளவு, சாம்ராஜ்பட்டி, மேச்சேரி, சேலம். <box>503 769 754 797</box>
ward-organizer: அமைப்பாளர் : வெ.சாசிஸ்லிஸ்வரதன், 3–7–பி, பிள்ளையார் கோயில் தெரு, மேட்டூர், சேலம். <box>781 980 1116 1011</box>
ward-title: 12–வது வார்டு <box>176 1612 272 1628</box>
ward-title: 1–வது வார்டு <box>1270 370 1357 386</box>
booth-number: பாகம் – 166 : <box>781 1785 855 1799</box>
booth-number: பாகம் – 167 : <box>781 1836 855 1850</box>
booth-row <box>422 732 757 762</box>
ward-block <box>422 1871 757 1996</box>
booth-number: பாகம் – 266 : <box>422 769 496 782</box>
booth-number: பாகம் – 273 : <box>422 1000 496 1014</box>
booth-row <box>422 1051 757 1081</box>
ward-title: 4–வது வார்டு <box>181 350 267 365</box>
ward-title: 10–வது வார்டு <box>176 1313 272 1329</box>
ward-block <box>51 108 398 175</box>
ward-block <box>1140 519 1487 660</box>
booth-section-title: பாக அமைப்பாளர்கள் : <box>878 1623 1019 1638</box>
ward-block <box>51 183 398 341</box>
ward-block <box>51 1762 398 1886</box>
ward-organizer: அமைப்பாளர் : செ.கண்ணன், மேலாண்டியூர், ஏறகுண்டப்பட்டி, மேச்சேரி, சேலம். <box>51 205 398 236</box>
ward-block <box>781 244 1116 385</box>
ward-assistants: துணை அமைப்பாளர்கள் : (1) மு.பிரசாந்த், ஏறகுண்டப்பட்டி, மேச்சேரி, சேலம். (2) வெகுங்கம், 1–3–38, திமிரிக்கோட்டை, ஏறகுண்டப்பட்டி, மேச்சேரி, சேலம். (3) ஆ.மயில்சாமி, 1–4–69, கச்சராயனூர், ஏறகுண்டப்பட்டி, மேச்சேரி, சேலம். <box>51 109 398 173</box>
ward-title: 7–வது வார்டு <box>905 394 992 410</box>
ward-block <box>51 1612 398 1753</box>
booth-organizer: சி.விஜய், மேட்டுப்பட்டி, சாம்ராஜ்பேட்டை, மேச்சேரி, சேலம். <box>503 805 729 834</box>
ward-block <box>781 394 1116 518</box>
booth-number: பாகம் – 271 : <box>422 928 496 942</box>
